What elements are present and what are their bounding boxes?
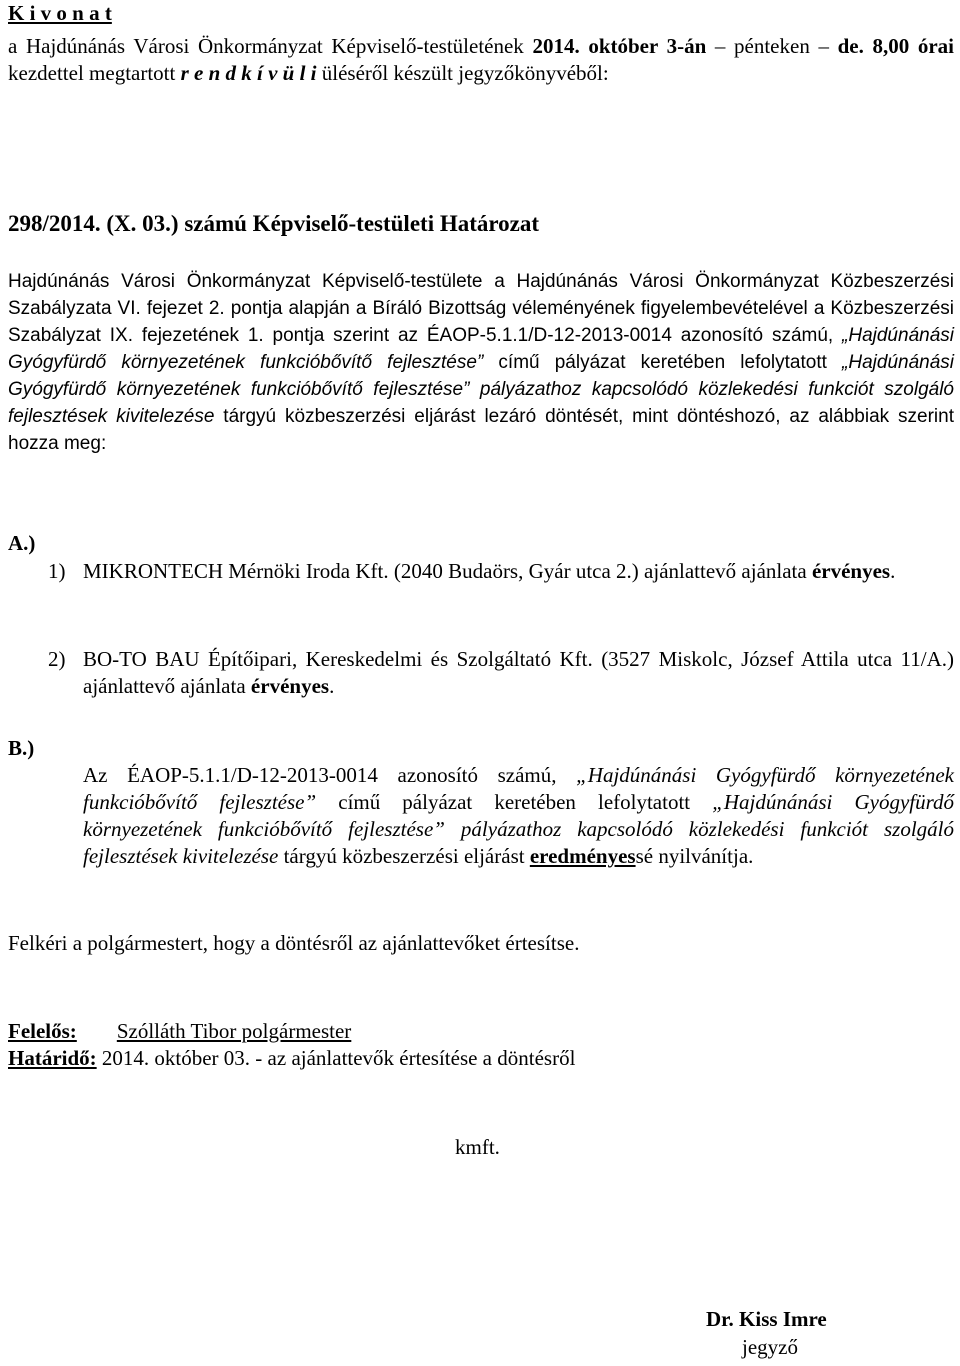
section-b-label: B.) (8, 736, 35, 760)
rendkivuli-spaced: r e n d k í v ü l i (180, 61, 317, 85)
responsible-line (8, 1018, 954, 1045)
resolution-body: Hajdúnánás Városi Önkormányzat Képviselő-testülete a Hajdúnánás Városi Önkormányzat Közbeszerzési Szabályzata VI. fejezet 2. pontja alapján a Bíráló Bizottság véleményének figyelembevételével a Közbeszerzési Szabályzat IX. fejezetének 1. pontja szerint az ÉAOP-5.1.1/D-12-2013-0014 azonosító számú, „Hajdúnánási Gyógyfürdő környezetének funkcióbővítő fejlesztése” című pályázat keretében lefolytatott „Hajdúnánási Gyógyfürdő környezetének funkcióbővítő fejlesztése” pályázathoz kapcsolódó közlekedési funkciót szolgáló fejlesztések kivitelezése tárgyú közbeszerzési eljárást lezáró döntését, mint döntéshozó, az alábbiak szerint hozza meg: (8, 271, 955, 454)
closing-kmft: kmft. (455, 1135, 500, 1159)
section-a-item1-num: 1) (48, 559, 66, 583)
deadline-label: Határidő: (8, 1046, 97, 1070)
section-b-body: Az ÉAOP-5.1.1/D-12-2013-0014 azonosító számú, „Hajdúnánási Gyógyfürdő környezetének funkcióbővítő fejlesztése” című pályázat keretében lefolytatott „Hajdúnánási Gyógyfürdő környezetének funkcióbővítő fejlesztése” pályázathoz kapcsolódó közlekedési funkciót szolgáló fejlesztések kivitelezése tárgyú közbeszerzési eljárást eredményessé nyilvánítja. (83, 763, 954, 868)
section-a-item2-num: 2) (48, 647, 66, 671)
section-a-item2: BO-TO BAU Építőipari, Kereskedelmi és Szolgáltató Kft. (3527 Miskolc, József Attila utca 11/A.) ajánlattevő ajánlata érvényes. (83, 647, 954, 698)
document-title (8, 0, 954, 27)
resolution-number: 298/2014. (X. 03.) számú Képviselő-testületi Határozat (8, 211, 540, 236)
responsible-label: Felelős: (8, 1019, 77, 1043)
section-a-label: A.) (8, 531, 36, 555)
request-text: Felkéri a polgármestert, hogy a döntésről az ajánlattevőket értesítse. (8, 931, 580, 955)
signature-name: Dr. Kiss Imre (706, 1307, 827, 1331)
deadline-value: 2014. október 03. - az ajánlattevők értesítése a döntésről (96, 1046, 576, 1070)
title-text: K i v o n a t (8, 1, 112, 25)
signature-title: jegyző (742, 1335, 798, 1359)
intro-paragraph: a Hajdúnánás Városi Önkormányzat Képviselő-testületének 2014. október 3-án – pénteken – de. 8,00 órai kezdettel megtartott r e n d k í v ü l i üléséről készült jegyzőkönyvéből: (8, 34, 955, 85)
deadline-line (8, 1045, 954, 1072)
section-a-item1: MIKRONTECH Mérnöki Iroda Kft. (2040 Budaörs, Gyár utca 2.) ajánlattevő ajánlata érvényes. (83, 559, 896, 583)
responsible-value: Szólláth Tibor polgármester (116, 1019, 352, 1043)
